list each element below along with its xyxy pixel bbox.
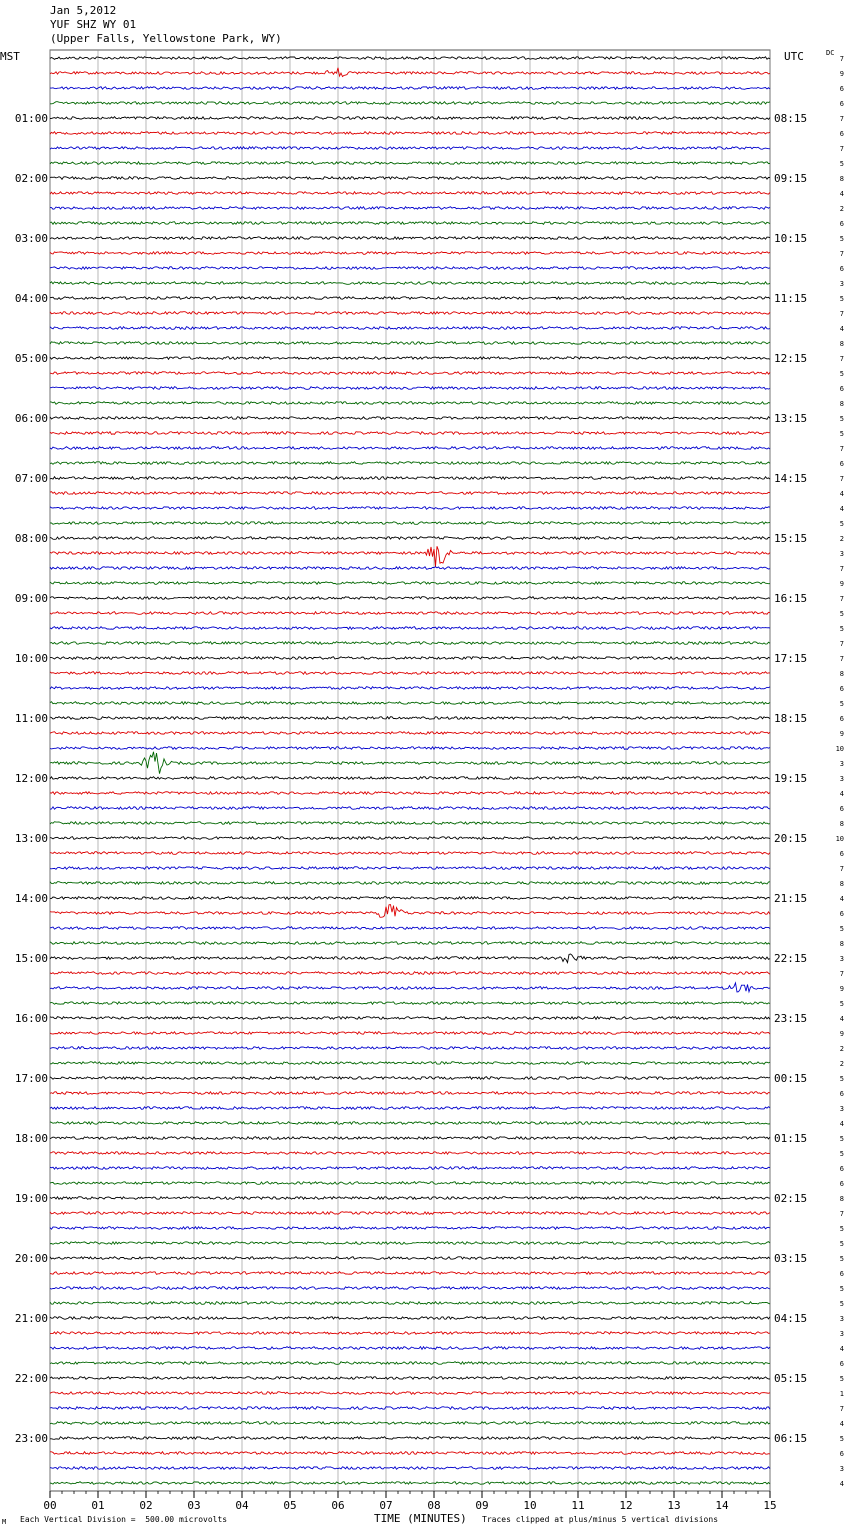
- trace-row: [50, 522, 770, 525]
- utc-hour-label: 08:15: [774, 112, 808, 125]
- trace-row: [50, 1092, 770, 1095]
- trace-row: [50, 717, 770, 720]
- x-tick-label: 08: [427, 1499, 441, 1512]
- trace-row: [50, 297, 770, 300]
- dc-value: 1: [839, 1390, 844, 1398]
- trace-row: [50, 417, 770, 420]
- x-tick-label: 00: [43, 1499, 57, 1512]
- dc-column-label: DC: [826, 49, 835, 57]
- trace-row: [50, 207, 770, 210]
- footer-mark: M: [2, 1518, 7, 1526]
- trace-row: [50, 1332, 770, 1335]
- dc-value: 8: [839, 340, 844, 348]
- utc-hour-label: 19:15: [774, 772, 808, 785]
- dc-value: 4: [839, 505, 844, 513]
- dc-value: 7: [839, 970, 844, 978]
- trace-row: [50, 387, 770, 390]
- dc-value: 9: [839, 580, 844, 588]
- dc-value: 6: [839, 685, 844, 693]
- utc-hour-label: 04:15: [774, 1312, 808, 1325]
- dc-value: 3: [839, 760, 844, 768]
- trace-row: [50, 1317, 770, 1320]
- dc-value: 7: [839, 145, 844, 153]
- dc-value: 5: [839, 160, 844, 168]
- date-label: Jan 5,2012: [50, 4, 117, 17]
- trace-row: [50, 792, 770, 795]
- trace-row: [50, 1452, 770, 1455]
- trace-row: [50, 372, 770, 375]
- utc-hour-label: 01:15: [774, 1132, 808, 1145]
- mst-hour-label: 05:00: [14, 352, 48, 365]
- trace-row: [50, 1377, 770, 1380]
- trace-row: [50, 612, 770, 615]
- dc-value: 10: [835, 835, 844, 843]
- trace-row: [50, 672, 770, 675]
- mst-hour-label: 22:00: [14, 1372, 48, 1385]
- dc-value: 8: [839, 175, 844, 183]
- trace-row: [50, 1392, 770, 1395]
- trace-row: [50, 162, 770, 165]
- location-label: (Upper Falls, Yellowstone Park, WY): [50, 32, 282, 45]
- trace-row: [50, 537, 770, 540]
- trace-row: [50, 1122, 770, 1125]
- utc-hour-label: 09:15: [774, 172, 808, 185]
- scale-note: Each Vertical Division = 500.00 microvolts: [20, 1515, 228, 1524]
- dc-value: 5: [839, 1300, 844, 1308]
- dc-value: 5: [839, 1150, 844, 1158]
- dc-value: 3: [839, 550, 844, 558]
- dc-value: 7: [839, 640, 844, 648]
- dc-value: 3: [839, 1105, 844, 1113]
- mst-hour-label: 12:00: [14, 772, 48, 785]
- dc-value: 5: [839, 1135, 844, 1143]
- plot-frame: [50, 50, 770, 1491]
- trace-row: [50, 627, 770, 630]
- trace-row: [50, 1272, 770, 1275]
- x-tick-label: 01: [91, 1499, 105, 1512]
- dc-value: 7: [839, 445, 844, 453]
- trace-row: [50, 897, 770, 900]
- trace-row: [50, 1407, 770, 1410]
- station-label: YUF SHZ WY 01: [50, 18, 137, 31]
- dc-value: 2: [839, 535, 844, 543]
- utc-hour-label: 12:15: [774, 352, 808, 365]
- dc-value: 5: [839, 1285, 844, 1293]
- trace-row: [50, 327, 770, 330]
- dc-value: 8: [839, 880, 844, 888]
- dc-value: 3: [839, 280, 844, 288]
- trace-row: [50, 747, 770, 750]
- trace-row: [50, 507, 770, 510]
- utc-axis-label: UTC: [784, 50, 804, 63]
- mst-hour-label: 03:00: [14, 232, 48, 245]
- trace-row: [50, 132, 770, 135]
- dc-value: 6: [839, 715, 844, 723]
- trace-row: [50, 657, 770, 660]
- mst-hour-label: 13:00: [14, 832, 48, 845]
- utc-hour-label: 23:15: [774, 1012, 808, 1025]
- mst-hour-label: 16:00: [14, 1012, 48, 1025]
- x-tick-label: 04: [235, 1499, 249, 1512]
- dc-value: 7: [839, 655, 844, 663]
- x-tick-label: 03: [187, 1499, 201, 1512]
- dc-value: 7: [839, 115, 844, 123]
- utc-hour-label: 02:15: [774, 1192, 808, 1205]
- trace-row: [50, 822, 770, 825]
- x-tick-label: 06: [331, 1499, 345, 1512]
- trace-row: [50, 1137, 770, 1140]
- trace-row: [50, 1167, 770, 1170]
- trace-row: [50, 237, 770, 240]
- dc-value: 7: [839, 865, 844, 873]
- utc-hour-label: 14:15: [774, 472, 808, 485]
- dc-value: 3: [839, 1465, 844, 1473]
- trace-row: [50, 267, 770, 270]
- traces-layer: [50, 57, 770, 1485]
- trace-row: [50, 1032, 770, 1035]
- x-axis-title: TIME (MINUTES): [374, 1512, 467, 1525]
- dc-value: 8: [839, 1195, 844, 1203]
- dc-value: 6: [839, 1090, 844, 1098]
- mst-hour-label: 11:00: [14, 712, 48, 725]
- x-tick-label: 14: [715, 1499, 729, 1512]
- trace-row: [50, 117, 770, 120]
- utc-hour-label: 10:15: [774, 232, 808, 245]
- trace-row: [50, 942, 770, 945]
- trace-row: [50, 462, 770, 465]
- dc-value: 7: [839, 55, 844, 63]
- dc-value: 5: [839, 1225, 844, 1233]
- utc-hour-label: 16:15: [774, 592, 808, 605]
- dc-value: 5: [839, 1240, 844, 1248]
- dc-value: 4: [839, 190, 844, 198]
- trace-row: [50, 642, 770, 645]
- trace-row: [50, 807, 770, 810]
- dc-value: 9: [839, 730, 844, 738]
- dc-value: 8: [839, 940, 844, 948]
- dc-value: 4: [839, 1345, 844, 1353]
- trace-row: [50, 1242, 770, 1245]
- trace-row: [50, 402, 770, 405]
- trace-row: [50, 1287, 770, 1290]
- trace-row: [50, 312, 770, 315]
- trace-row: [50, 1227, 770, 1230]
- trace-row: [50, 57, 770, 60]
- mst-hour-label: 02:00: [14, 172, 48, 185]
- dc-value: 5: [839, 520, 844, 528]
- clip-note: Traces clipped at plus/minus 5 vertical divisions: [482, 1515, 719, 1524]
- trace-row: [50, 927, 770, 930]
- utc-hour-label: 15:15: [774, 532, 808, 545]
- trace-row: [50, 342, 770, 345]
- utc-hour-label: 03:15: [774, 1252, 808, 1265]
- dc-value: 3: [839, 955, 844, 963]
- mst-axis-label: MST: [0, 50, 20, 63]
- trace-row: [50, 1362, 770, 1365]
- dc-value: 6: [839, 460, 844, 468]
- trace-row: [50, 732, 770, 735]
- dc-value: 4: [839, 1420, 844, 1428]
- dc-value: 8: [839, 670, 844, 678]
- dc-value: 6: [839, 1450, 844, 1458]
- dc-value: 7: [839, 595, 844, 603]
- dc-value: 7: [839, 475, 844, 483]
- trace-row: [50, 192, 770, 195]
- trace-row: [50, 1182, 770, 1185]
- dc-value: 4: [839, 790, 844, 798]
- trace-row: [50, 1257, 770, 1260]
- trace-row: [50, 177, 770, 180]
- trace-row: [50, 777, 770, 780]
- dc-value: 6: [839, 100, 844, 108]
- mst-hour-label: 17:00: [14, 1072, 48, 1085]
- dc-value: 4: [839, 1480, 844, 1488]
- dc-value: 5: [839, 415, 844, 423]
- dc-value: 7: [839, 310, 844, 318]
- mst-hour-label: 20:00: [14, 1252, 48, 1265]
- trace-row: [50, 1077, 770, 1080]
- dc-value: 6: [839, 1360, 844, 1368]
- trace-row: [50, 222, 770, 225]
- x-tick-label: 15: [763, 1499, 777, 1512]
- dc-value: 4: [839, 1120, 844, 1128]
- dc-value: 3: [839, 775, 844, 783]
- dc-value: 5: [839, 430, 844, 438]
- trace-row: [50, 1302, 770, 1305]
- dc-value: 6: [839, 805, 844, 813]
- dc-value: 4: [839, 325, 844, 333]
- trace-row: [50, 597, 770, 600]
- dc-value: 5: [839, 370, 844, 378]
- trace-row: [50, 1437, 770, 1440]
- trace-row: [50, 1002, 770, 1005]
- mst-hour-label: 10:00: [14, 652, 48, 665]
- utc-hour-label: 11:15: [774, 292, 808, 305]
- trace-row: [50, 87, 770, 90]
- trace-row: [50, 1152, 770, 1155]
- dc-value: 3: [839, 1315, 844, 1323]
- dc-value: 7: [839, 355, 844, 363]
- dc-value: 5: [839, 925, 844, 933]
- dc-value: 8: [839, 820, 844, 828]
- utc-hour-label: 06:15: [774, 1432, 808, 1445]
- x-tick-label: 07: [379, 1499, 393, 1512]
- trace-row: [50, 1482, 770, 1485]
- mst-hour-label: 06:00: [14, 412, 48, 425]
- mst-hour-label: 01:00: [14, 112, 48, 125]
- trace-row: [50, 837, 770, 840]
- dc-value: 2: [839, 1045, 844, 1053]
- x-tick-label: 02: [139, 1499, 153, 1512]
- dc-value: 6: [839, 385, 844, 393]
- dc-value: 5: [839, 1075, 844, 1083]
- trace-row: [50, 567, 770, 570]
- trace-row: [50, 1212, 770, 1215]
- trace-row: [50, 905, 770, 918]
- trace-row: [50, 357, 770, 360]
- dc-value: 6: [839, 1180, 844, 1188]
- utc-hour-label: 21:15: [774, 892, 808, 905]
- x-tick-label: 10: [523, 1499, 537, 1512]
- dc-value: 2: [839, 1060, 844, 1068]
- utc-hour-label: 20:15: [774, 832, 808, 845]
- mst-hour-label: 08:00: [14, 532, 48, 545]
- utc-hour-label: 13:15: [774, 412, 808, 425]
- trace-row: [50, 582, 770, 585]
- dc-value: 9: [839, 70, 844, 78]
- trace-row: [50, 1467, 770, 1470]
- trace-row: [50, 1047, 770, 1050]
- mst-hour-label: 19:00: [14, 1192, 48, 1205]
- mst-hour-label: 15:00: [14, 952, 48, 965]
- trace-row: [50, 752, 770, 774]
- dc-value: 4: [839, 895, 844, 903]
- dc-value: 2: [839, 205, 844, 213]
- trace-row: [50, 983, 770, 992]
- dc-value: 5: [839, 625, 844, 633]
- trace-row: [50, 852, 770, 855]
- dc-value: 5: [839, 1000, 844, 1008]
- trace-row: [50, 702, 770, 705]
- utc-hour-label: 22:15: [774, 952, 808, 965]
- dc-value: 6: [839, 220, 844, 228]
- dc-value: 6: [839, 265, 844, 273]
- trace-row: [50, 102, 770, 105]
- utc-hour-label: 05:15: [774, 1372, 808, 1385]
- dc-value: 4: [839, 1015, 844, 1023]
- mst-hour-label: 07:00: [14, 472, 48, 485]
- utc-hour-label: 17:15: [774, 652, 808, 665]
- dc-value: 6: [839, 1270, 844, 1278]
- x-tick-label: 11: [571, 1499, 585, 1512]
- trace-row: [50, 687, 770, 690]
- dc-value: 6: [839, 910, 844, 918]
- dc-value: 7: [839, 1210, 844, 1218]
- dc-value: 7: [839, 1405, 844, 1413]
- x-tick-label: 09: [475, 1499, 489, 1512]
- utc-hour-label: 00:15: [774, 1072, 808, 1085]
- dc-value: 8: [839, 400, 844, 408]
- x-tick-label: 12: [619, 1499, 633, 1512]
- trace-row: [50, 1347, 770, 1350]
- trace-row: [50, 867, 770, 870]
- mst-hour-label: 04:00: [14, 292, 48, 305]
- mst-hour-label: 21:00: [14, 1312, 48, 1325]
- dc-value: 5: [839, 610, 844, 618]
- dc-value: 10: [835, 745, 844, 753]
- dc-value: 5: [839, 1375, 844, 1383]
- labels-layer: [15, 55, 844, 1512]
- x-tick-label: 13: [667, 1499, 681, 1512]
- dc-value: 5: [839, 1255, 844, 1263]
- trace-row: [50, 1017, 770, 1020]
- trace-row: [50, 447, 770, 450]
- dc-value: 5: [839, 295, 844, 303]
- dc-value: 7: [839, 250, 844, 258]
- dc-value: 5: [839, 235, 844, 243]
- dc-value: 9: [839, 985, 844, 993]
- dc-value: 5: [839, 700, 844, 708]
- dc-value: 5: [839, 1435, 844, 1443]
- dc-value: 6: [839, 85, 844, 93]
- trace-row: [50, 282, 770, 285]
- trace-row: [50, 492, 770, 495]
- trace-row: [50, 1422, 770, 1425]
- trace-row: [50, 954, 770, 963]
- trace-row: [50, 477, 770, 480]
- mst-hour-label: 23:00: [14, 1432, 48, 1445]
- trace-row: [50, 546, 770, 566]
- trace-row: [50, 68, 770, 77]
- trace-row: [50, 147, 770, 150]
- dc-value: 7: [839, 565, 844, 573]
- dc-value: 4: [839, 490, 844, 498]
- trace-row: [50, 1107, 770, 1110]
- x-tick-label: 05: [283, 1499, 297, 1512]
- trace-row: [50, 432, 770, 435]
- trace-row: [50, 972, 770, 975]
- trace-row: [50, 1062, 770, 1065]
- mst-hour-label: 18:00: [14, 1132, 48, 1145]
- dc-value: 6: [839, 850, 844, 858]
- dc-value: 3: [839, 1330, 844, 1338]
- trace-row: [50, 882, 770, 885]
- dc-value: 6: [839, 130, 844, 138]
- utc-hour-label: 18:15: [774, 712, 808, 725]
- trace-row: [50, 1197, 770, 1200]
- mst-hour-label: 09:00: [14, 592, 48, 605]
- dc-value: 9: [839, 1030, 844, 1038]
- mst-hour-label: 14:00: [14, 892, 48, 905]
- trace-row: [50, 252, 770, 255]
- dc-value: 6: [839, 1165, 844, 1173]
